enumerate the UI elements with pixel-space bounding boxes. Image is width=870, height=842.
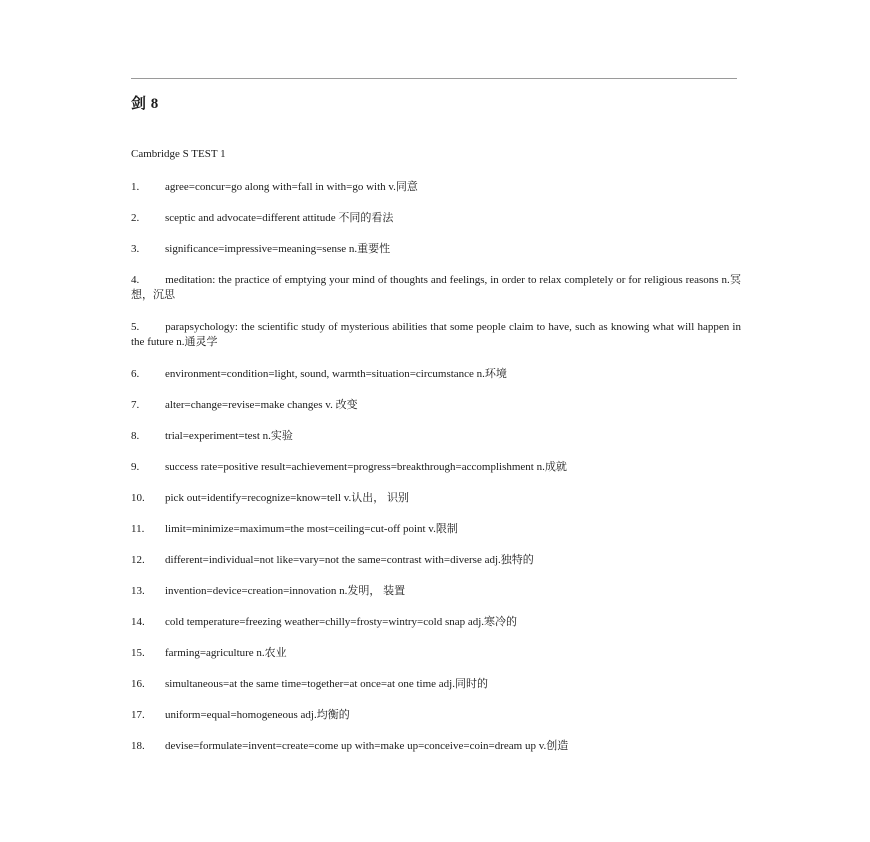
item-number: 14. [131,616,145,628]
item-text: simultaneous=at the same time=together=at once=at one time adj.同时的 [165,678,488,690]
item-text: uniform=equal=homogeneous adj.均衡的 [165,709,350,721]
section-title: Cambridge S TEST 1 [131,148,226,160]
item-number: 15. [131,647,145,659]
item-number: 7. [131,399,140,411]
item-text: invention=device=creation=innovation n.发明， 装置 [165,585,406,597]
item-number: 17. [131,709,145,721]
item-number: 3. [131,243,140,255]
list-item [131,273,741,320]
list-item [131,522,741,553]
item-text: farming=agriculture n.农业 [165,647,287,659]
item-text: parapsychology: the scientific study of mysterious abilities that some people claim to have, such as knowing what will happen in the future n.通灵学 [131,321,741,348]
item-text: alter=change=revise=make changes v. 改变 [165,399,358,411]
list-item [131,460,741,491]
list-item [131,367,741,398]
item-number: 1. [131,181,140,193]
list-item [131,677,741,708]
list-item [131,180,741,211]
item-number: 13. [131,585,145,597]
item-text: devise=formulate=invent=create=come up with=make up=conceive=coin=dream up v.创造 [165,740,569,752]
item-number: 11. [131,523,145,535]
list-item [131,708,741,739]
list-item [131,320,741,367]
list-item [131,646,741,677]
item-text: pick out=identify=recognize=know=tell v.认出， 识别 [165,492,410,504]
item-number: 4. [131,274,140,286]
item-text: agree=concur=go along with=fall in with=go with v.同意 [165,181,418,193]
list-item [131,242,741,273]
list-item [131,491,741,522]
list-item [131,398,741,429]
item-number: 12. [131,554,145,566]
list-item [131,429,741,460]
item-text: success rate=positive result=achievement=progress=breakthrough=accomplishment n.成就 [165,461,567,473]
item-number: 9. [131,461,140,473]
item-number: 8. [131,430,140,442]
header-rule [131,78,737,79]
item-number: 6. [131,368,140,380]
item-text: significance=impressive=meaning=sense n.重要性 [165,243,391,255]
list-item [131,553,741,584]
item-text: environment=condition=light, sound, warmth=situation=circumstance n.环境 [165,368,507,380]
item-text: trial=experiment=test n.实验 [165,430,293,442]
list-item [131,584,741,615]
item-number: 2. [131,212,140,224]
item-number: 16. [131,678,145,690]
list-item [131,739,741,770]
list-item [131,211,741,242]
vocabulary-list [131,180,741,770]
item-number: 10. [131,492,145,504]
item-text: different=individual=not like=vary=not the same=contrast with=diverse adj.独特的 [165,554,534,566]
document-page [131,0,739,842]
list-item [131,615,741,646]
item-text: meditation: the practice of emptying your mind of thoughts and feelings, in order to relax completely or for religious reasons n.冥想，沉思 [131,274,741,301]
item-text: limit=minimize=maximum=the most=ceiling=cut-off point v.限制 [165,523,458,535]
item-number: 18. [131,740,145,752]
item-text: sceptic and advocate=different attitude 不同的看法 [165,212,394,224]
item-text: cold temperature=freezing weather=chilly=frosty=wintry=cold snap adj.寒冷的 [165,616,518,628]
item-number: 5. [131,321,140,333]
page-title: 剑 8 [131,96,159,112]
